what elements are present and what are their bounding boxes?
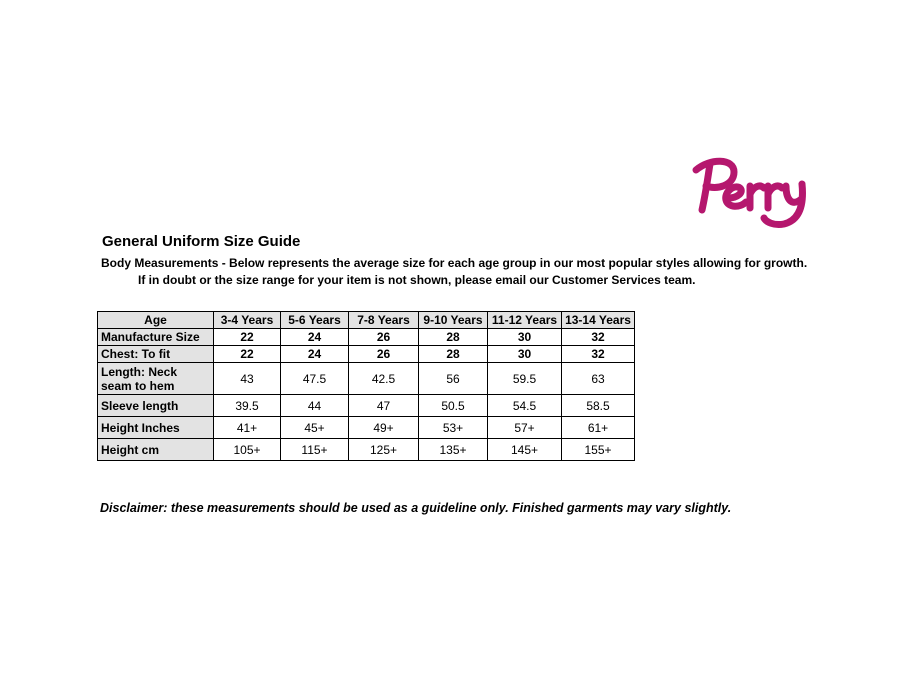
column-header: 3-4 Years [214,312,281,329]
table-cell: 44 [281,395,349,417]
table-cell: 41+ [214,417,281,439]
table-row [98,346,635,363]
table-row [98,439,635,461]
table-cell: 47 [349,395,419,417]
table-cell: 59.5 [488,363,562,395]
column-header: 7-8 Years [349,312,419,329]
table-cell: 32 [562,329,635,346]
table-cell: 43 [214,363,281,395]
subtitle-line-1: Body Measurements - Below represents the average size for each age group in our most popular styles allowing for growth. [101,256,808,270]
row-label: Chest: To fit [98,346,214,363]
subtitle-line-2: If in doubt or the size range for your item is not shown, please email our Customer Services team. [138,273,696,287]
table-cell: 105+ [214,439,281,461]
table-cell: 24 [281,329,349,346]
subtitle [101,255,807,289]
row-label: Length: Neck seam to hem [98,363,214,395]
column-header: 13-14 Years [562,312,635,329]
table-cell: 63 [562,363,635,395]
table-cell: 61+ [562,417,635,439]
table-cell: 22 [214,346,281,363]
column-header: 9-10 Years [419,312,488,329]
perry-logo-icon [688,150,812,234]
table-cell: 28 [419,329,488,346]
perry-logo [688,150,812,234]
table-cell: 47.5 [281,363,349,395]
size-guide-table [97,311,635,461]
column-header: 11-12 Years [488,312,562,329]
table-row [98,417,635,439]
table-cell: 50.5 [419,395,488,417]
table-cell: 145+ [488,439,562,461]
table-cell: 28 [419,346,488,363]
table-cell: 125+ [349,439,419,461]
table-row [98,395,635,417]
row-label: Height cm [98,439,214,461]
table-cell: 24 [281,346,349,363]
table-cell: 155+ [562,439,635,461]
table-cell: 22 [214,329,281,346]
table-row [98,363,635,395]
table-cell: 115+ [281,439,349,461]
table-cell: 54.5 [488,395,562,417]
table-cell: 30 [488,329,562,346]
row-label: Sleeve length [98,395,214,417]
row-label: Height Inches [98,417,214,439]
table-cell: 32 [562,346,635,363]
table-cell: 135+ [419,439,488,461]
table-cell: 53+ [419,417,488,439]
table-cell: 49+ [349,417,419,439]
table-header-row [98,312,635,329]
table-cell: 58.5 [562,395,635,417]
table-cell: 30 [488,346,562,363]
row-label: Manufacture Size [98,329,214,346]
table-cell: 56 [419,363,488,395]
table-cell: 57+ [488,417,562,439]
page-title: General Uniform Size Guide [102,233,301,250]
disclaimer-text: Disclaimer: these measurements should be used as a guideline only. Finished garments may vary slightly. [100,501,732,515]
table-row [98,329,635,346]
column-header: 5-6 Years [281,312,349,329]
table-cell: 39.5 [214,395,281,417]
table-cell: 26 [349,346,419,363]
table-cell: 26 [349,329,419,346]
table-cell: 42.5 [349,363,419,395]
column-header-age: Age [98,312,214,329]
table-cell: 45+ [281,417,349,439]
